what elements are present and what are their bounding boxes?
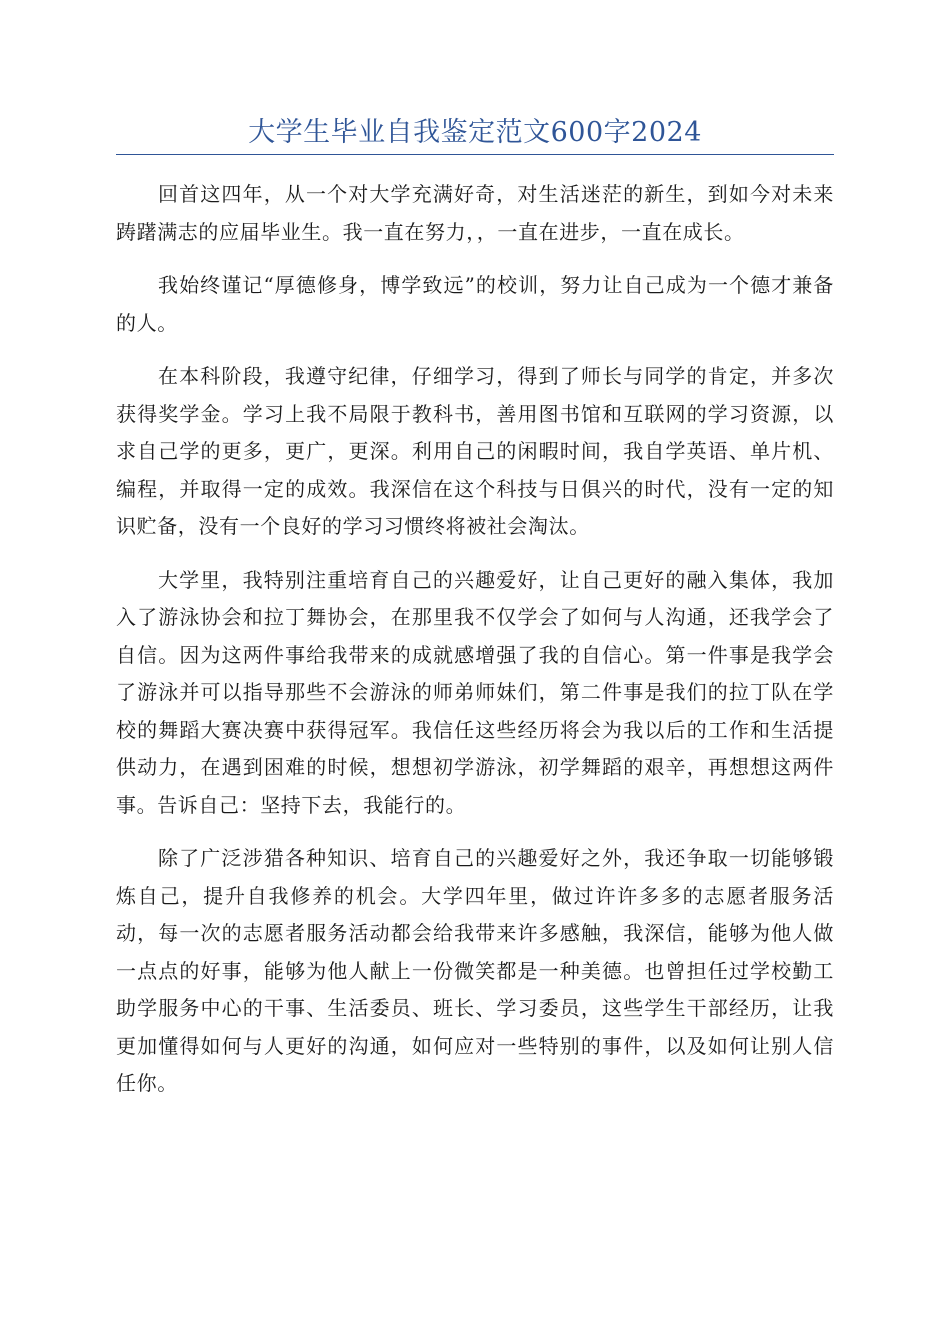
paragraph-1: 回首这四年，从一个对大学充满好奇，对生活迷茫的新生，到如今对未来踌躇满志的应届毕业生。我一直在努力，，一直在进步，一直在成长。 [116, 182, 834, 244]
paragraph-2: 我始终谨记“厚德修身，博学致远”的校训，努力让自己成为一个德才兼备的人。 [116, 273, 834, 335]
paragraph-3: 在本科阶段，我遵守纪律，仔细学习，得到了师长与同学的肯定，并多次获得奖学金。学习上我不局限于教科书，善用图书馆和互联网的学习资源，以求自己学的更多，更广，更深。利用自己的闲暇时间，我自学英语、单片机、编程，并取得一定的成效。我深信在这个科技与日俱兴的时代，没有一定的知识贮备，没有一个良好的学习习惯终将被社会淘汰。 [116, 364, 834, 538]
document-body [116, 176, 834, 1119]
document-title: 大学生毕业自我鉴定范文600字2024 [116, 112, 834, 155]
paragraph-5: 除了广泛涉猎各种知识、培育自己的兴趣爱好之外，我还争取一切能够锻炼自己，提升自我修养的机会。大学四年里，做过许许多多的志愿者服务活动，每一次的志愿者服务活动都会给我带来许多感触，我深信，能够为他人做一点点的好事，能够为他人献上一份微笑都是一种美德。也曾担任过学校勤工助学服务中心的干事、生活委员、班长、学习委员，这些学生干部经历，让我更加懂得如何与人更好的沟通，如何应对一些特别的事件，以及如何让别人信任你。 [116, 846, 834, 1095]
paragraph-4: 大学里，我特别注重培育自己的兴趣爱好，让自己更好的融入集体，我加入了游泳协会和拉丁舞协会，在那里我不仅学会了如何与人沟通，还我学会了自信。因为这两件事给我带来的成就感增强了我的自信心。第一件事是我学会了游泳并可以指导那些不会游泳的师弟师妹们，第二件事是我们的拉丁队在学校的舞蹈大赛决赛中获得冠军。我信任这些经历将会为我以后的工作和生活提供动力，在遇到困难的时候，想想初学游泳，初学舞蹈的艰辛，再想想这两件事。告诉自己：坚持下去，我能行的。 [116, 567, 834, 817]
